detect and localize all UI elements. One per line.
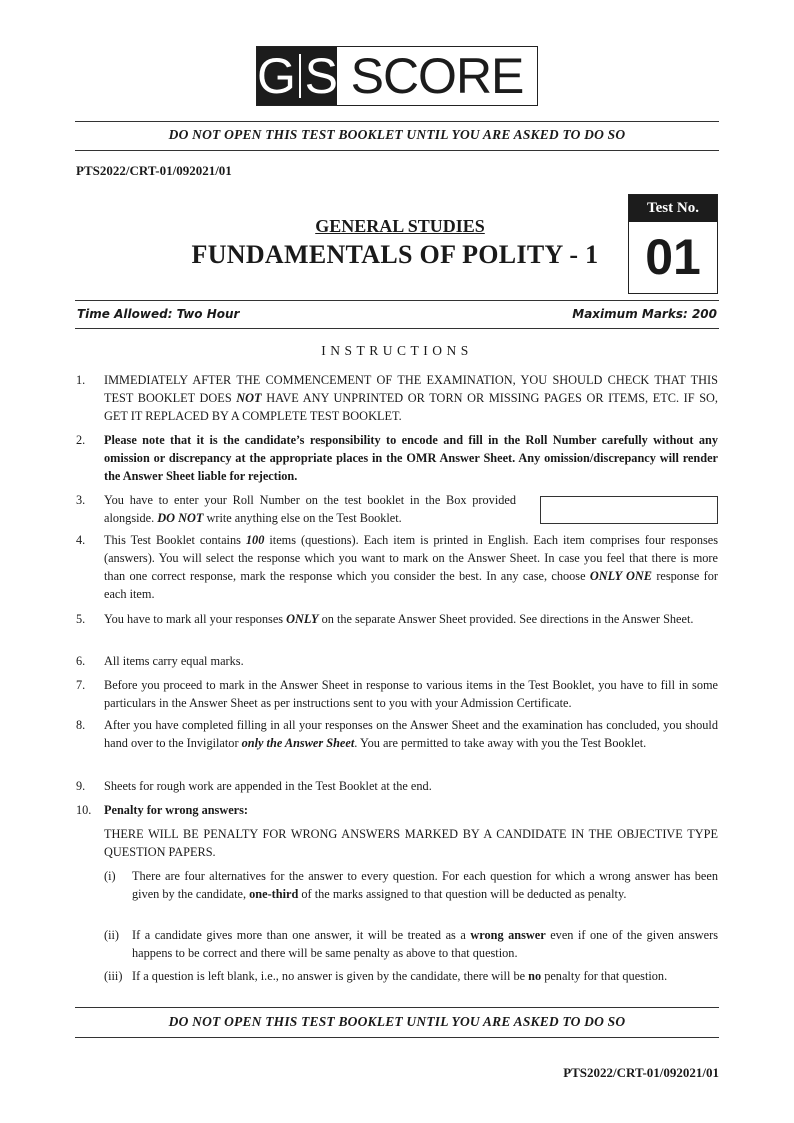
subject-text: GENERAL STUDIES [315, 216, 485, 236]
bottom-rule-2 [75, 1037, 719, 1038]
item-text: You have to enter your Roll Number on the test booklet in the Box provided alongside. DO NOT write anything else on the Test Booklet. [104, 493, 516, 525]
meta-rule-bottom [75, 328, 719, 329]
item-text: This Test Booklet contains 100 items (questions). Each item is printed in English. Each item comprises four responses (answers). You will select the response which you want to mark on the Answer Sheet. In case you feel that there is more than one correct response, mark the response which you consider the best. In any case, choose ONLY ONE response for each item. [104, 533, 719, 601]
booklet-code-top: PTS2022/CRT-01/092021/01 [76, 163, 232, 178]
top-rule-2 [75, 150, 719, 151]
top-rule-1 [75, 121, 719, 122]
item-text: You have to mark all your responses ONLY on the separate Answer Sheet provided. See directions in the Answer Sheet. [104, 612, 694, 626]
penalty-intro-text: THERE WILL BE PENALTY FOR WRONG ANSWERS MARKED BY A CANDIDATE IN THE OBJECTIVE TYPE QUESTION PAPERS. [104, 827, 718, 859]
item-number: 10. [76, 803, 92, 817]
instruction-item [76, 777, 718, 795]
item-text: All items carry equal marks. [104, 654, 244, 668]
penalty-item-text: If a candidate gives more than one answer, it will be treated as a wrong answer even if one of the given answers happens to be correct and there will be same penalty as above to that question. [132, 928, 719, 960]
logo-gs-block [257, 47, 337, 105]
instruction-item [76, 652, 718, 670]
instruction-item [76, 431, 718, 485]
penalty-item [104, 926, 718, 962]
item-number: 3. [76, 493, 86, 507]
test-number-label: Test No. [629, 195, 717, 222]
roll-number-box[interactable] [540, 496, 718, 524]
test-number-box [628, 194, 718, 294]
bottom-banner: DO NOT OPEN THIS TEST BOOKLET UNTIL YOU ARE ASKED TO DO SO [168, 1014, 626, 1029]
instruction-item [76, 610, 718, 628]
instruction-item [76, 716, 718, 752]
instruction-item [76, 531, 718, 603]
penalty-item-number: (i) [104, 869, 116, 883]
item-number: 8. [76, 718, 86, 732]
bottom-rule-1 [75, 1007, 719, 1008]
logo-divider [299, 54, 301, 98]
time-allowed: Time Allowed: Two Hour [77, 307, 240, 321]
penalty-item-text: There are four alternatives for the answer to every question. For each question for which a wrong answer has been given by the candidate, one-third of the marks assigned to that question will be deducted as penalty. [132, 869, 718, 901]
logo-gs-letter-g: G [257, 48, 295, 104]
item-text: IMMEDIATELY AFTER THE COMMENCEMENT OF THE EXAMINATION, YOU SHOULD CHECK THAT THIS TEST BOOKLET DOES NOT HAVE ANY UNPRINTED OR TORN OR MISSING PAGES OR ITEMS, ETC. IF SO, GET IT REPLACED BY A COMPLETE TEST BOOKLET. [104, 373, 718, 423]
item-text: After you have completed filling in all your responses on the Answer Sheet and the examination has concluded, you should hand over to the Invigilator only the Answer Sheet. You are permitted to take away with you the Test Booklet. [104, 718, 718, 750]
item-number: 2. [76, 433, 86, 447]
maximum-marks: Maximum Marks: 200 [572, 307, 717, 321]
logo-gs-letter-s: S [304, 48, 337, 104]
penalty-item [104, 967, 718, 985]
item-number: 4. [76, 533, 86, 547]
instruction-item [76, 676, 718, 712]
penalty-item-text: If a question is left blank, i.e., no answer is given by the candidate, there will be no penalty for that question. [132, 969, 668, 983]
subject-heading [180, 216, 620, 237]
gs-score-logo [256, 46, 538, 106]
top-banner: DO NOT OPEN THIS TEST BOOKLET UNTIL YOU ARE ASKED TO DO SO [168, 127, 626, 142]
item-text: Penalty for wrong answers: [104, 803, 249, 817]
item-number: 7. [76, 678, 86, 692]
item-number: 9. [76, 779, 86, 793]
booklet-code-bottom: PTS2022/CRT-01/092021/01 [563, 1065, 719, 1080]
item-number: 6. [76, 654, 86, 668]
item-text: Please note that it is the candidate’s responsibility to encode and fill in the Roll Number carefully without any omission or discrepancy at the appropriate places in the OMR Answer Sheet. Any omission/discrepancy will render the Answer Sheet liable for rejection. [104, 433, 718, 483]
item-text: Sheets for rough work are appended in the Test Booklet at the end. [104, 779, 432, 793]
item-text: Before you proceed to mark in the Answer Sheet in response to various items in the Test Booklet, you have to fill in some particulars in the Answer Sheet as per instructions sent to you with your Admission Certificate. [104, 678, 718, 710]
instruction-item [76, 801, 718, 819]
penalty-item [104, 867, 718, 903]
instruction-item [76, 491, 516, 527]
test-number-value: 01 [645, 229, 701, 285]
penalty-item-number: (ii) [104, 928, 120, 942]
item-number: 5. [76, 612, 86, 626]
meta-rule-top [75, 300, 719, 301]
instructions-heading: INSTRUCTIONS [321, 343, 473, 358]
penalty-intro [76, 825, 718, 861]
instruction-item [76, 371, 718, 425]
penalty-item-number: (iii) [104, 969, 123, 983]
logo-score-text: SCORE [350, 48, 524, 104]
item-number: 1. [76, 373, 86, 387]
test-title: FUNDAMENTALS OF POLITY - 1 [191, 240, 599, 269]
